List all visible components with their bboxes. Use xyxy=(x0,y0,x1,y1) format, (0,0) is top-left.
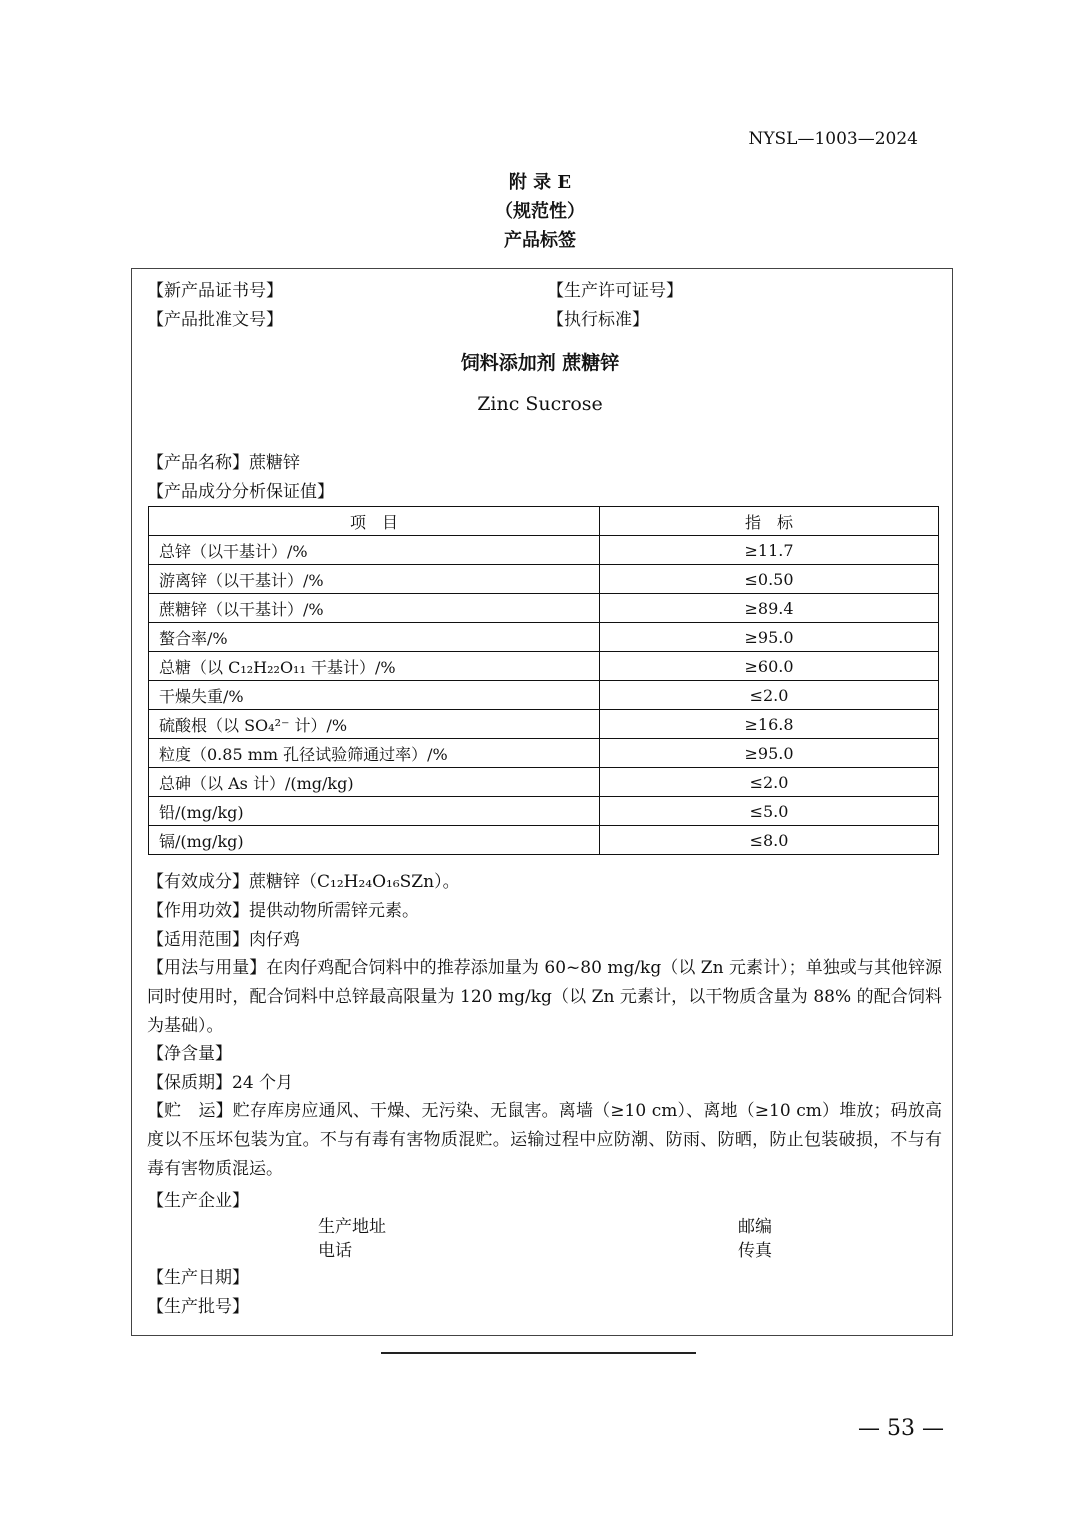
appendix-label: 附 录 E xyxy=(508,172,572,193)
appendix-title: 产品标签 xyxy=(504,230,576,251)
row-value: ≤8.0 xyxy=(600,826,939,855)
row-value: ≤2.0 xyxy=(600,768,939,797)
appendix-nature: （规范性） xyxy=(495,201,585,222)
production-date-line: 【生产日期】 xyxy=(147,1268,249,1288)
postcode-field: 邮编 xyxy=(738,1217,772,1237)
row-value: ≥95.0 xyxy=(600,739,939,768)
row-value: ≥60.0 xyxy=(600,652,939,681)
table-row xyxy=(149,797,939,826)
standard-field: 【执行标准】 xyxy=(547,310,649,330)
header-item: 项 目 xyxy=(149,507,600,536)
product-name-line: 【产品名称】蔗糖锌 xyxy=(147,453,300,473)
batch-number-line: 【生产批号】 xyxy=(147,1297,249,1317)
table-header-row xyxy=(149,507,939,536)
table-row xyxy=(149,681,939,710)
table-row xyxy=(149,652,939,681)
row-item: 镉/(mg/kg) xyxy=(149,826,600,855)
table-row xyxy=(149,594,939,623)
row-item: 螯合率/% xyxy=(149,623,600,652)
header-value: 指 标 xyxy=(600,507,939,536)
row-value: ≤2.0 xyxy=(600,681,939,710)
document-code: NYSL—1003—2024 xyxy=(748,129,918,149)
spec-table xyxy=(148,506,939,855)
effective-ingredient: 【有效成分】蔗糖锌（C₁₂H₂₄O₁₆SZn）。 xyxy=(147,872,460,892)
scope-line: 【适用范围】肉仔鸡 xyxy=(147,930,300,950)
product-title-cn: 饲料添加剂 蔗糖锌 xyxy=(460,352,620,374)
table-row xyxy=(149,623,939,652)
end-rule xyxy=(381,1352,696,1354)
row-item: 硫酸根（以 SO₄²⁻ 计）/% xyxy=(149,710,600,739)
row-item: 蔗糖锌（以干基计）/% xyxy=(149,594,600,623)
address-field: 生产地址 xyxy=(318,1217,386,1237)
page-number: — 53 — xyxy=(858,1416,944,1441)
row-value: ≤0.50 xyxy=(600,565,939,594)
row-value: ≤5.0 xyxy=(600,797,939,826)
row-item: 总糖（以 C₁₂H₂₂O₁₁ 干基计）/% xyxy=(149,652,600,681)
table-row xyxy=(149,536,939,565)
table-row xyxy=(149,565,939,594)
approval-number-field: 【产品批准文号】 xyxy=(147,310,283,330)
usage-paragraph: 【用法与用量】在肉仔鸡配合饲料中的推荐添加量为 60~80 mg/kg（以 Zn 元素计）；单独或与其他锌源同时使用时，配合饲料中总锌最高限量为 120 mg/kg（以 Zn 元素计，以干物质含量为 88% 的配合饲料为基础）。 xyxy=(147,958,942,1036)
row-item: 粒度（0.85 mm 孔径试验筛通过率）/% xyxy=(149,739,600,768)
row-item: 干燥失重/% xyxy=(149,681,600,710)
product-title-en: Zinc Sucrose xyxy=(477,393,603,415)
table-row xyxy=(149,826,939,855)
row-value: ≥89.4 xyxy=(600,594,939,623)
phone-field: 电话 xyxy=(318,1241,352,1261)
analysis-label: 【产品成分分析保证值】 xyxy=(147,482,334,502)
fax-field: 传真 xyxy=(738,1241,772,1261)
row-value: ≥95.0 xyxy=(600,623,939,652)
row-value: ≥16.8 xyxy=(600,710,939,739)
storage-paragraph: 【贮 运】贮存库房应通风、干燥、无污染、无鼠害。离墙（≥10 cm）、离地（≥10 cm）堆放；码放高度以不压坏包装为宜。不与有毒有害物质混贮。运输过程中应防潮、防雨、防晒，防止包装破损，不与有毒有害物质混运。 xyxy=(147,1101,942,1179)
table-row xyxy=(149,710,939,739)
row-item: 游离锌（以干基计）/% xyxy=(149,565,600,594)
table-row xyxy=(149,739,939,768)
table-row xyxy=(149,768,939,797)
row-value: ≥11.7 xyxy=(600,536,939,565)
function-line: 【作用功效】提供动物所需锌元素。 xyxy=(147,901,419,921)
net-content-line: 【净含量】 xyxy=(147,1044,232,1064)
row-item: 总砷（以 As 计）/(mg/kg) xyxy=(149,768,600,797)
row-item: 总锌（以干基计）/% xyxy=(149,536,600,565)
cert-number-field: 【新产品证书号】 xyxy=(147,281,283,301)
shelf-life-line: 【保质期】24 个月 xyxy=(147,1073,294,1093)
license-number-field: 【生产许可证号】 xyxy=(547,281,683,301)
row-item: 铅/(mg/kg) xyxy=(149,797,600,826)
producer-line: 【生产企业】 xyxy=(147,1191,249,1211)
